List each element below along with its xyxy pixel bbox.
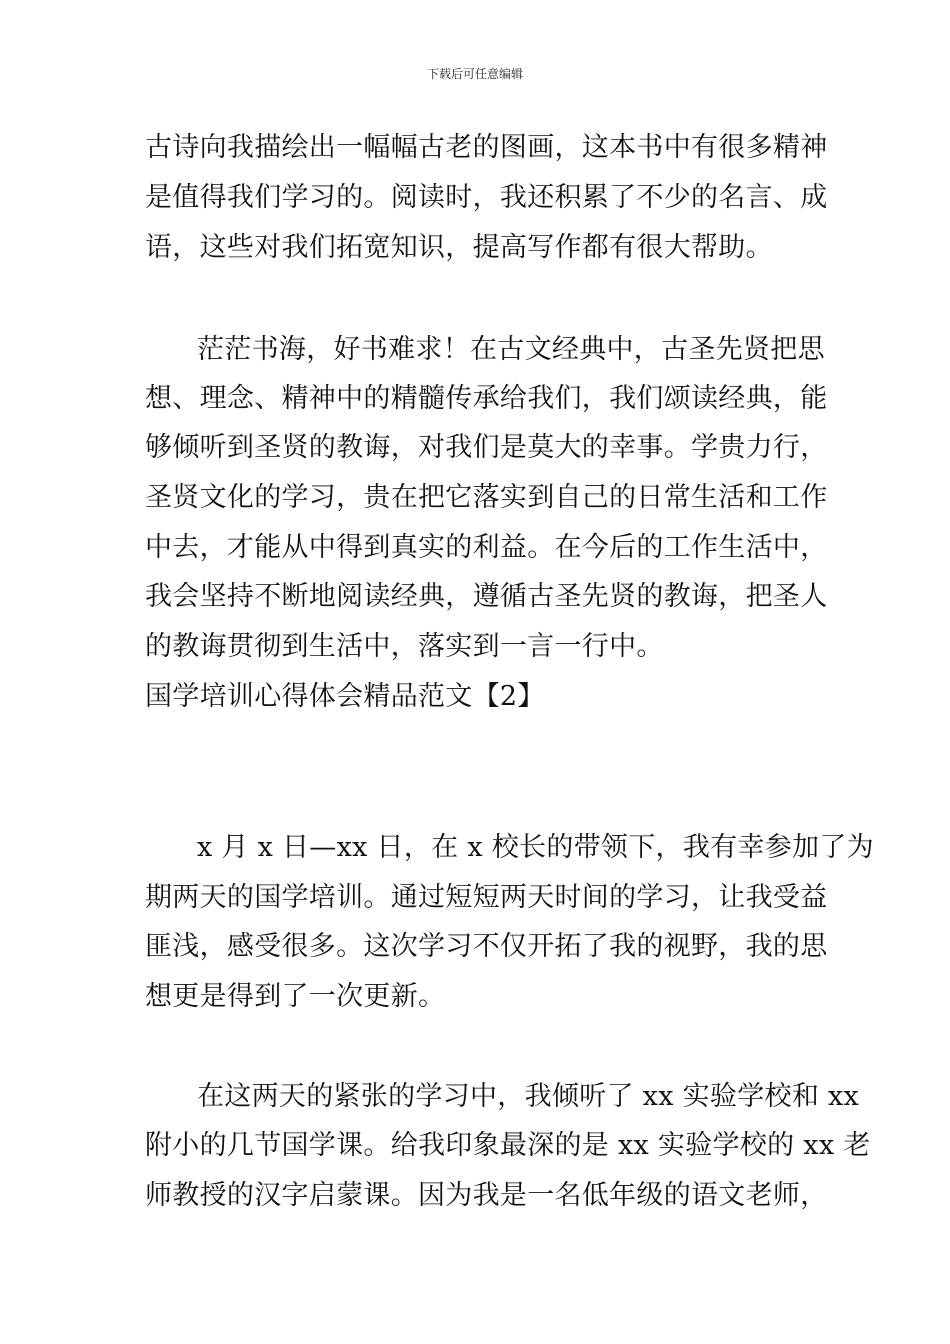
text-line: 想、理念、精神中的精髓传承给我们，我们颂读经典，能 xyxy=(145,383,828,414)
heading-text: 国学培训心得体会精品范文【2】 xyxy=(145,681,545,712)
text-line: 期两天的国学培训。通过短短两天时间的学习，让我受益 xyxy=(145,882,828,913)
text-line: 匪浅，感受很多。这次学习不仅开拓了我的视野，我的思 xyxy=(145,931,828,962)
text-line: 古诗向我描绘出一幅幅古老的图画，这本书中有很多精神 xyxy=(145,132,828,163)
text-line: x 月 x 日—xx 日，在 x 校长的带领下，我有幸参加了为 xyxy=(197,832,874,863)
text-line: 中去，才能从中得到真实的利益。在今后的工作生活中， xyxy=(145,532,828,563)
text-line: 在这两天的紧张的学习中，我倾听了 xx 实验学校和 xx xyxy=(197,1081,860,1112)
text-line: 师教授的汉字启蒙课。因为我是一名低年级的语文老师， xyxy=(145,1180,828,1211)
text-line: 圣贤文化的学习，贵在把它落实到自己的日常生活和工作 xyxy=(145,482,828,513)
page-header: 下载后可任意编辑 xyxy=(426,67,523,81)
text-line: 够倾听到圣贤的教诲，对我们是莫大的幸事。学贵力行， xyxy=(145,432,828,463)
text-line: 的教诲贯彻到生活中，落实到一言一行中。 xyxy=(145,631,664,662)
text-line: 语，这些对我们拓宽知识，提高写作都有很大帮助。 xyxy=(145,232,773,263)
text-line: 我会坚持不断地阅读经典，遵循古圣先贤的教诲，把圣人 xyxy=(145,581,828,612)
text-line: 附小的几节国学课。给我印象最深的是 xx 实验学校的 xx 老 xyxy=(145,1130,871,1161)
text-line: 想更是得到了一次更新。 xyxy=(145,981,446,1012)
text-line: 茫茫书海，好书难求！在古文经典中，古圣先贤把思 xyxy=(197,334,825,365)
text-line: 是值得我们学习的。阅读时，我还积累了不少的名言、成 xyxy=(145,182,828,213)
